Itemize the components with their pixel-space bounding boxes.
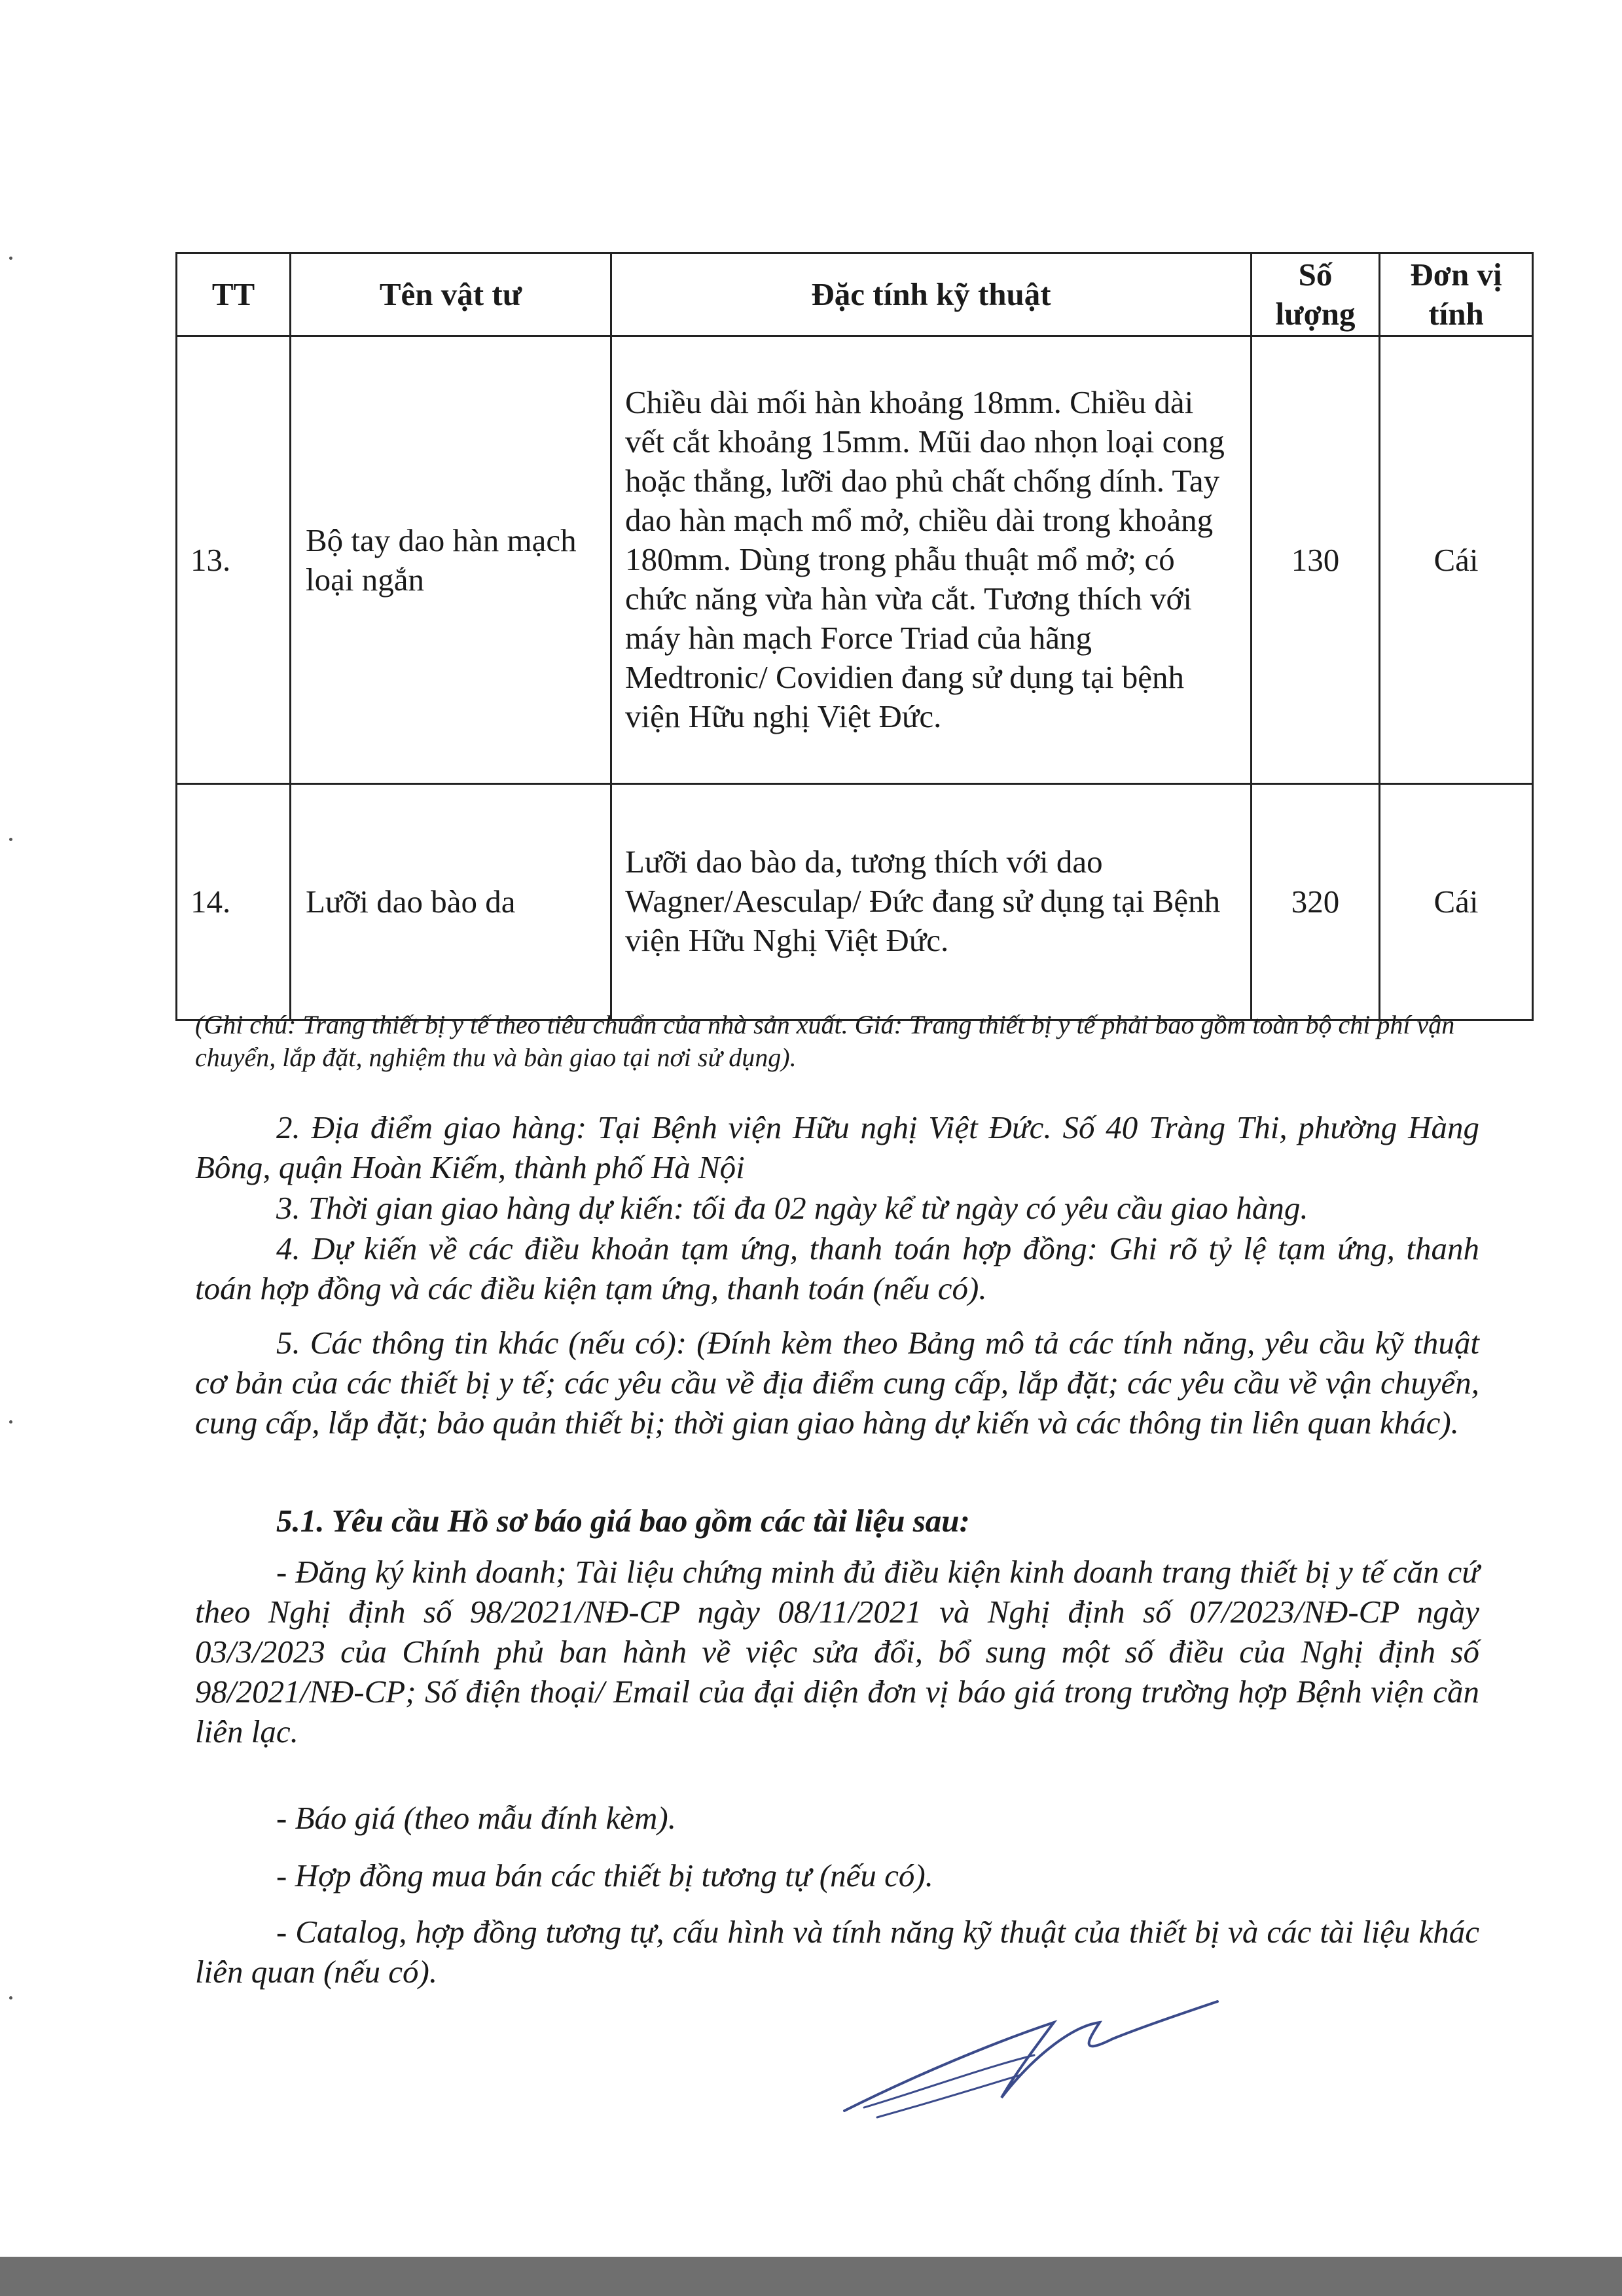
paragraph-payment-terms <box>195 1229 1479 1308</box>
header-name: Tên vật tư <box>291 253 611 336</box>
paragraph-text: 3. Thời gian giao hàng dự kiến: tối đa 02 ngày kể từ ngày có yêu cầu giao hàng. <box>276 1190 1308 1226</box>
bullet-quotation <box>195 1798 1479 1838</box>
paragraph-other-info <box>195 1323 1479 1443</box>
section-heading <box>195 1501 1479 1541</box>
bullet-text: - Catalog, hợp đồng tương tự, cấu hình và tính năng kỹ thuật của thiết bị và các tài liệu khác liên quan (nếu có). <box>195 1914 1479 1990</box>
header-tt: TT <box>177 253 291 336</box>
scan-speck <box>9 1420 12 1424</box>
item-spec: Lưỡi dao bào da, tương thích với dao Wagner/Aesculap/ Đức đang sử dụng tại Bệnh viện Hữu Nghị Việt Đức. <box>611 784 1252 1020</box>
table-row <box>177 336 1533 784</box>
row-number: 13. <box>177 336 291 784</box>
item-spec: Chiều dài mối hàn khoảng 18mm. Chiều dài vết cắt khoảng 15mm. Mũi dao nhọn loại cong hoặc thẳng, lưỡi dao phủ chất chống dính. Tay dao hàn mạch mổ mở, chiều dài trong khoảng 180mm. Dùng trong phẫu thuật mổ mở; có chức năng vừa hàn vừa cắt. Tương thích với máy hàn mạch Force Triad của hãng Medtronic/ Covidien đang sử dụng tại bệnh viện Hữu nghị Việt Đức. <box>611 336 1252 784</box>
paragraph-text: 4. Dự kiến về các điều khoản tạm ứng, thanh toán hợp đồng: Ghi rõ tỷ lệ tạm ứng, thanh toán hợp đồng và các điều kiện tạm ứng, thanh toán (nếu có). <box>195 1230 1479 1306</box>
table-header-row <box>177 253 1533 336</box>
item-name: Lưỡi dao bào da <box>291 784 611 1020</box>
paragraph-text: 2. Địa điểm giao hàng: Tại Bệnh viện Hữu nghị Việt Đức. Số 40 Tràng Thi, phường Hàng Bông, quận Hoàn Kiếm, thành phố Hà Nội <box>195 1109 1479 1185</box>
bullet-text: - Báo giá (theo mẫu đính kèm). <box>276 1800 676 1836</box>
handwritten-signature <box>838 1977 1231 2127</box>
scan-footer-bar <box>0 2257 1622 2296</box>
row-number: 14. <box>177 784 291 1020</box>
item-quantity: 130 <box>1252 336 1380 784</box>
paragraph-text: 5. Các thông tin khác (nếu có): (Đính kèm theo Bảng mô tả các tính năng, yêu cầu kỹ thuật cơ bản của các thiết bị y tế; các yêu cầu về địa điểm cung cấp, lắp đặt; các yêu cầu về vận chuyển, cung cấp, lắp đặt; bảo quản thiết bị; thời gian giao hàng dự kiến và các thông tin liên quan khác). <box>195 1325 1479 1441</box>
bullet-contracts <box>195 1856 1479 1895</box>
bullet-text: - Hợp đồng mua bán các thiết bị tương tự (nếu có). <box>276 1857 933 1893</box>
header-qty: Số lượng <box>1252 253 1380 336</box>
equipment-table <box>175 252 1534 1021</box>
table-row <box>177 784 1533 1020</box>
scan-speck <box>9 1996 12 2000</box>
bullet-catalog <box>195 1912 1479 1992</box>
paragraph-delivery-location <box>195 1107 1479 1187</box>
paragraph-delivery-time <box>195 1188 1479 1228</box>
item-name: Bộ tay dao hàn mạch loại ngắn <box>291 336 611 784</box>
item-unit: Cái <box>1380 336 1533 784</box>
bullet-text: - Đăng ký kinh doanh; Tài liệu chứng minh đủ điều kiện kinh doanh trang thiết bị y tế căn cứ theo Nghị định số 98/2021/NĐ-CP ngày 08/11/2021 và Nghị định số 07/2023/NĐ-CP ngày 03/3/2023 của Chính phủ ban hành về việc sửa đổi, bổ sung một số điều của Nghị định số 98/2021/NĐ-CP; Số điện thoại/ Email của đại diện đơn vị báo giá trong trường hợp Bệnh viện cần liên lạc. <box>195 1554 1479 1749</box>
section-heading-text: 5.1. Yêu cầu Hồ sơ báo giá bao gồm các tài liệu sau: <box>276 1503 970 1539</box>
item-unit: Cái <box>1380 784 1533 1020</box>
table-note: (Ghi chú: Trang thiết bị y tế theo tiêu chuẩn của nhà sản xuất. Giá: Trang thiết bị y tế phải bao gồm toàn bộ chi phí vận chuyển, lắp đặt, nghiệm thu và bàn giao tại nơi sử dụng). <box>195 1010 1455 1072</box>
scan-speck <box>9 257 12 260</box>
header-unit: Đơn vị tính <box>1380 253 1533 336</box>
bullet-business-registration <box>195 1552 1479 1751</box>
item-quantity: 320 <box>1252 784 1380 1020</box>
scan-speck <box>9 838 12 841</box>
header-spec: Đặc tính kỹ thuật <box>611 253 1252 336</box>
